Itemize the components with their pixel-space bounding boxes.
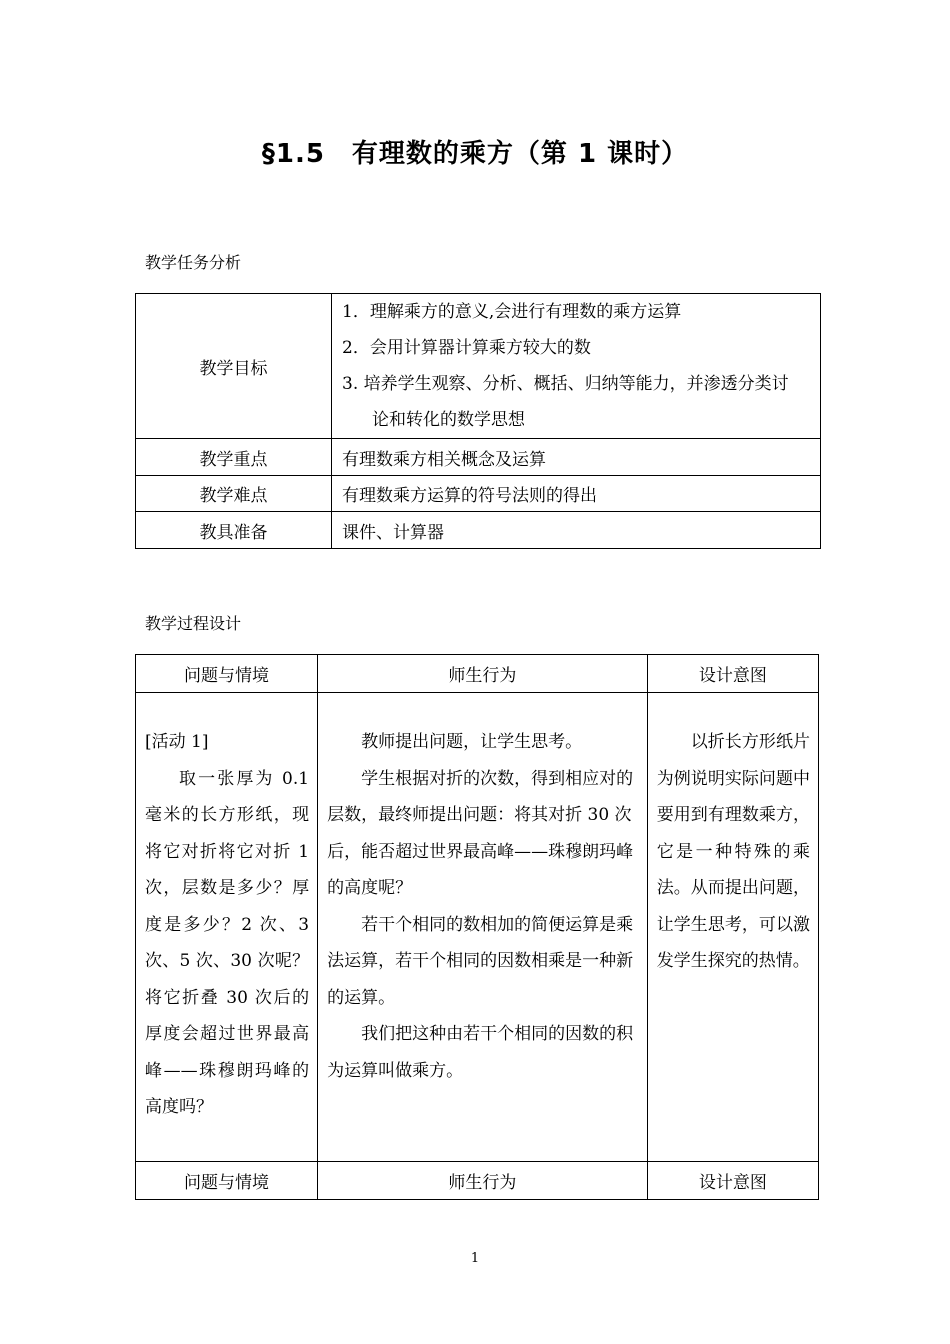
difficulty-value: 有理数乘方运算的符号法则的得出	[332, 476, 821, 512]
objectives-cell	[332, 294, 821, 439]
objectives-label: 教学目标	[136, 294, 332, 439]
footer-situation: 问题与情境	[136, 1162, 318, 1200]
actions-cell	[318, 693, 648, 1162]
action-paragraph: 我们把这种由若干个相同的因数的积为运算叫做乘方。	[327, 1024, 634, 1081]
tools-value: 课件、计算器	[332, 512, 821, 549]
objective-item: 3. 培养学生观察、分析、概括、归纳等能力，并渗透分类讨	[342, 374, 789, 394]
table-row	[136, 294, 821, 439]
table-row	[136, 439, 821, 476]
page-number: 1	[470, 1251, 480, 1266]
action-paragraph: 教师提出问题，让学生思考。	[361, 732, 583, 752]
intent-text: 以折长方形纸片为例说明实际问题中要用到有理数乘方，它是一种特殊的乘法。从而提出问题，让学生思考，可以激发学生探究的热情。	[656, 732, 810, 971]
action-paragraph: 学生根据对折的次数，得到相应对的层数，最终师提出问题：将其对折 30 次后，能否超过世界最高峰——珠穆朗玛峰的高度呢？	[327, 768, 634, 898]
page-title: §1.5 有理数的乘方（第 1 课时）	[261, 139, 689, 169]
section-label-process: 教学过程设计	[145, 614, 242, 633]
teaching-analysis-table	[135, 293, 821, 549]
activity-title: [活动 1]	[145, 732, 209, 752]
situation-cell	[136, 693, 318, 1162]
table-row	[136, 512, 821, 549]
key-value: 有理数乘方相关概念及运算	[332, 439, 821, 476]
section-label-analysis: 教学任务分析	[145, 253, 242, 272]
footer-actions: 师生行为	[318, 1162, 648, 1200]
key-label: 教学重点	[136, 439, 332, 476]
objective-item: 2．会用计算器计算乘方较大的数	[342, 338, 591, 358]
header-actions: 师生行为	[318, 655, 648, 693]
intent-cell	[647, 693, 818, 1162]
situation-text: 取一张厚为 0.1 毫米的长方形纸，现将它对折将它对折 1 次，层数是多少？厚度是多少？2 次、3 次、5 次、30 次呢？将它折叠 30 次后的厚度会超过世界最高峰——珠穆朗玛峰的高度吗？	[145, 768, 310, 1117]
header-situation: 问题与情境	[136, 655, 318, 693]
objective-item: 论和转化的数学思想	[372, 410, 525, 430]
teaching-process-table	[135, 654, 819, 1200]
header-intent: 设计意图	[647, 655, 818, 693]
tools-label: 教具准备	[136, 512, 332, 549]
table-footer-row	[136, 1162, 819, 1200]
table-header-row	[136, 655, 819, 693]
table-row	[136, 476, 821, 512]
footer-intent: 设计意图	[647, 1162, 818, 1200]
table-row	[136, 693, 819, 1162]
action-paragraph: 若干个相同的数相加的简便运算是乘法运算，若干个相同的因数相乘是一种新的运算。	[327, 914, 634, 1008]
difficulty-label: 教学难点	[136, 476, 332, 512]
objective-item: 1．理解乘方的意义,会进行有理数的乘方运算	[342, 302, 682, 322]
